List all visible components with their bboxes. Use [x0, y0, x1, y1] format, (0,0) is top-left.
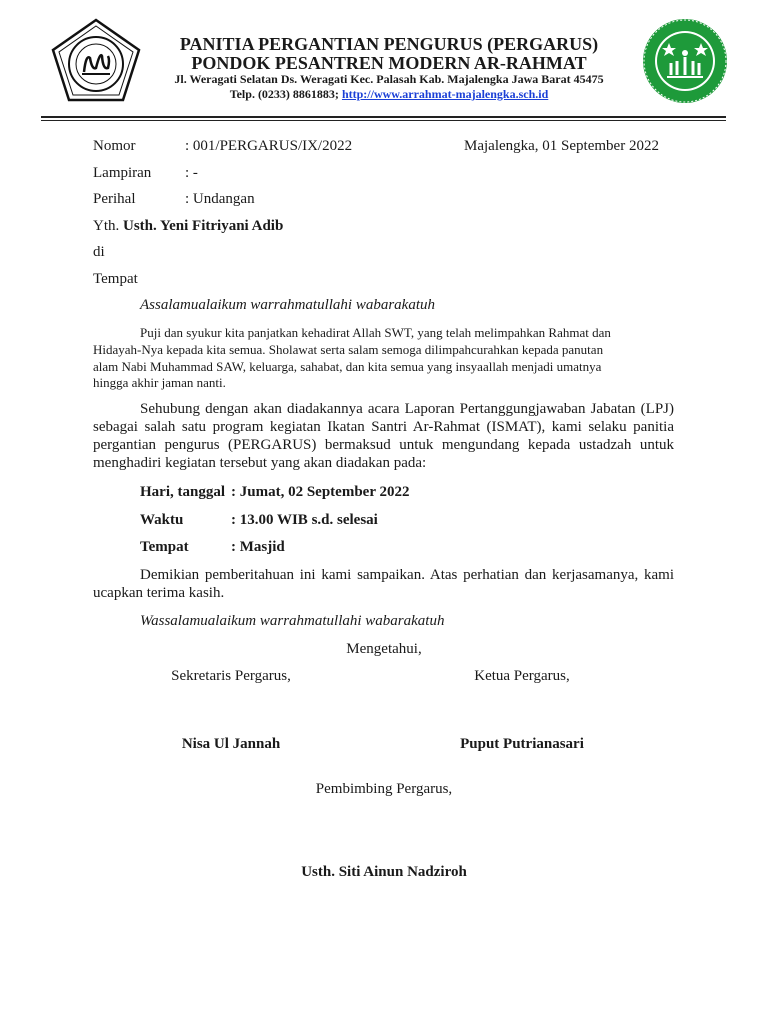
advisor-title: Pembimbing Pergarus, — [315, 781, 453, 797]
closing-paragraph: Demikian pemberitahuan ini kami sampaikan. Atas perhatian dan kerjasamanya, kami ucapkan terima kasih. — [93, 567, 674, 601]
recipient-name: Usth. Yeni Fitriyani Adib — [123, 218, 284, 234]
mengetahui-label: Mengetahui, — [346, 641, 422, 657]
event-time-label: Waktu — [140, 512, 184, 528]
para1-line3: alam Nabi Muhammad SAW, keluarga, sahabat, dan kita semua yang insyaallah menjadi umatnya — [93, 359, 602, 374]
chair-title: Ketua Pergarus, — [474, 668, 570, 684]
para1-line1: Puji dan syukur kita panjatkan kehadirat Allah SWT, yang telah melimpahkan Rahmat dan — [140, 325, 611, 340]
lampiran-label: Lampiran — [93, 165, 152, 181]
nomor-value: : 001/PERGARUS/IX/2022 — [185, 138, 353, 154]
recipient-di: di — [93, 244, 105, 260]
recipient-prefix: Yth. — [93, 218, 120, 234]
closing-farewell: Wassalamualaikum warrahmatullahi wabarakatuh — [140, 613, 445, 629]
para1-line4: hingga akhir jaman nanti. — [93, 375, 226, 390]
para2-invitation: Sehubung dengan akan diadakannya acara Laporan Pertanggungjawaban Jabatan (LPJ) sebagai salah satu program kegiatan Ikatan Santri Ar-Rahmat (ISMAT), kami selaku panitia pergantian pengurus (PERGARUS) bermaksud untuk mengundang kepada ustadzah untuk menghadiri kegiatan tersebut yang akan diadakan pada: — [93, 401, 674, 471]
recipient-place: Tempat — [93, 271, 138, 287]
event-place-value: : Masjid — [231, 539, 285, 555]
perihal-value: : Undangan — [185, 191, 255, 207]
advisor-name: Usth. Siti Ainun Nadziroh — [301, 864, 467, 880]
perihal-label: Perihal — [93, 191, 136, 207]
nomor-label: Nomor — [93, 138, 136, 154]
letterhead-contact — [150, 87, 628, 102]
website-link[interactable]: http://www.arrahmat-majalengka.sch.id — [341, 87, 549, 101]
letterhead-rule-thin — [41, 120, 726, 121]
event-date-label: Hari, tanggal — [140, 484, 225, 500]
para1-line2: Hidayah-Nya kepada kita semua. Sholawat serta salam semoga dilimpahcurahkan kepada panutan — [93, 342, 604, 357]
school-emblem-logo — [50, 18, 142, 102]
letterhead-org: PANITIA PERGANTIAN PENGURUS (PERGARUS) — [179, 34, 599, 54]
opening-greeting: Assalamualaikum warrahmatullahi wabarakatuh — [140, 297, 436, 313]
place-date: Majalengka, 01 September 2022 — [464, 138, 659, 154]
event-place-label: Tempat — [140, 539, 189, 555]
secretary-title: Sekretaris Pergarus, — [171, 668, 291, 684]
letterhead-school: PONDOK PESANTREN MODERN AR-RAHMAT — [191, 53, 587, 73]
lampiran-value: : - — [185, 165, 198, 181]
event-date-value: : Jumat, 02 September 2022 — [231, 484, 410, 500]
letterhead-phone: Telp. (0233) 8861883; — [229, 87, 339, 101]
recipient-line — [93, 217, 283, 235]
green-seal-logo — [641, 17, 729, 105]
secretary-name: Nisa Ul Jannah — [181, 736, 281, 752]
chair-name: Puput Putrianasari — [460, 736, 584, 752]
letterhead-address: Jl. Weragati Selatan Ds. Weragati Kec. Palasah Kab. Majalengka Jawa Barat 45475 — [174, 72, 604, 86]
event-time-value: : 13.00 WIB s.d. selesai — [231, 512, 378, 528]
letterhead-rule-thick — [41, 116, 726, 118]
